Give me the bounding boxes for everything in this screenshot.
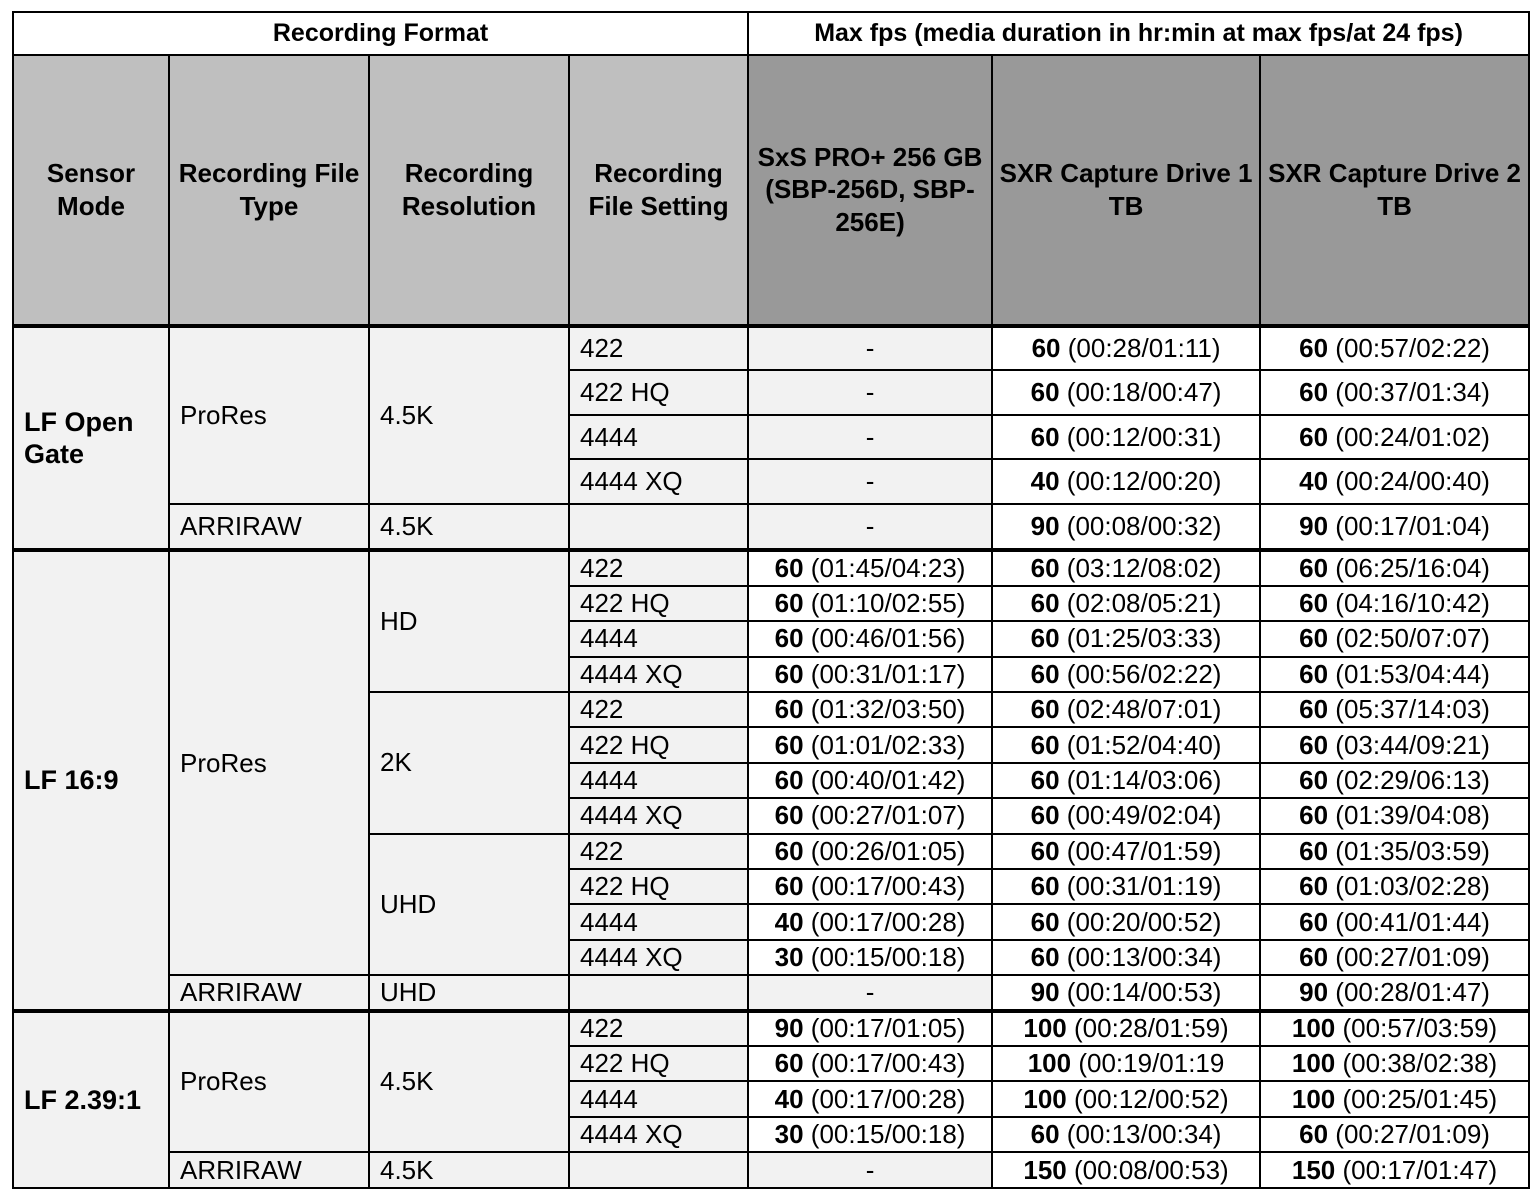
duration-value: (01:03/02:28): [1335, 871, 1490, 902]
duration-value: (01:01/02:33): [810, 729, 966, 760]
duration-value: (00:24/00:40): [1335, 466, 1490, 497]
fps-value: 60: [1299, 376, 1329, 407]
sxr-1tb-cell: [992, 415, 1260, 460]
fps-value: 60: [1030, 1119, 1060, 1150]
duration-value: (00:17/00:28): [810, 1083, 966, 1114]
duration-value: (00:17/01:05): [810, 1013, 966, 1044]
setting-cell: 4444: [569, 904, 748, 939]
resolution-cell: 4.5K: [369, 1152, 569, 1188]
setting-cell: [569, 1152, 748, 1188]
sxs-cell: -: [748, 415, 992, 460]
fps-value: 60: [774, 729, 804, 760]
file-type-header: Recording File Type: [169, 55, 369, 326]
fps-value: 100: [1291, 1083, 1336, 1114]
setting-cell: 4444 XQ: [569, 940, 748, 975]
duration-value: (00:24/01:02): [1335, 421, 1490, 452]
setting-cell: 422: [569, 550, 748, 585]
duration-value: (00:20/00:52): [1066, 906, 1222, 937]
setting-cell: 4444: [569, 415, 748, 460]
duration-value: (01:52/04:40): [1066, 729, 1222, 760]
sxs-cell: [748, 1117, 992, 1152]
sxr-2tb-cell: [1260, 657, 1529, 692]
setting-cell: 422 HQ: [569, 869, 748, 904]
sxr-1tb-cell: [992, 1081, 1260, 1116]
duration-value: (02:29/06:13): [1335, 764, 1490, 795]
resolution-cell: HD: [369, 550, 569, 692]
sxs-cell: -: [748, 504, 992, 551]
setting-cell: [569, 504, 748, 551]
sxr-1tb-cell: [992, 692, 1260, 727]
duration-value: (00:57/03:59): [1342, 1013, 1498, 1044]
setting-cell: 4444 XQ: [569, 657, 748, 692]
file-type-cell: ProRes: [169, 326, 369, 504]
setting-cell: 422 HQ: [569, 727, 748, 762]
sxr-2tb-cell: [1260, 975, 1529, 1010]
fps-value: 60: [1299, 553, 1329, 584]
sxs-cell: [748, 904, 992, 939]
fps-value: 60: [774, 871, 804, 902]
resolution-cell: UHD: [369, 975, 569, 1010]
sxr-1tb-cell: [992, 586, 1260, 621]
fps-value: 30: [774, 1119, 804, 1150]
setting-cell: 422 HQ: [569, 1046, 748, 1081]
fps-value: 150: [1023, 1154, 1067, 1185]
resolution-cell: 4.5K: [369, 504, 569, 551]
sxr-1tb-cell: [992, 940, 1260, 975]
duration-value: (00:56/02:22): [1066, 658, 1222, 689]
sxr-1tb-header: SXR Capture Drive 1 TB: [992, 55, 1260, 326]
fps-value: 60: [1030, 553, 1060, 584]
setting-cell: 422 HQ: [569, 586, 748, 621]
duration-value: (00:28/01:59): [1074, 1013, 1229, 1044]
sxr-2tb-cell: [1260, 370, 1529, 415]
fps-value: 60: [1030, 658, 1060, 689]
resolution-cell: 4.5K: [369, 1011, 569, 1153]
resolution-cell: 4.5K: [369, 326, 569, 504]
duration-value: (00:17/00:28): [810, 906, 966, 937]
table-row: [13, 550, 1529, 585]
sxr-2tb-cell: [1260, 550, 1529, 585]
sxs-cell: -: [748, 370, 992, 415]
sxs-cell: -: [748, 975, 992, 1010]
setting-cell: 4444: [569, 1081, 748, 1116]
max-fps-header: Max fps (media duration in hr:min at max fps/at 24 fps): [748, 12, 1529, 55]
sxr-1tb-cell: [992, 904, 1260, 939]
duration-value: (00:12/00:31): [1066, 421, 1222, 452]
fps-value: 60: [1299, 332, 1329, 363]
group-header-row: [13, 12, 1529, 55]
file-setting-header: Recording File Setting: [569, 55, 748, 326]
duration-value: (00:25/01:45): [1342, 1083, 1498, 1114]
duration-value: (00:12/00:52): [1074, 1083, 1229, 1114]
fps-value: 90: [1299, 511, 1329, 542]
fps-value: 60: [1030, 623, 1060, 654]
fps-value: 60: [774, 553, 804, 584]
resolution-cell: UHD: [369, 834, 569, 976]
fps-value: 90: [1299, 976, 1329, 1007]
setting-cell: 4444: [569, 621, 748, 656]
resolution-header: Recording Resolution: [369, 55, 569, 326]
fps-value: 60: [1030, 800, 1060, 831]
sxs-cell: [748, 692, 992, 727]
setting-cell: 422 HQ: [569, 370, 748, 415]
setting-cell: 4444 XQ: [569, 1117, 748, 1152]
fps-value: 150: [1291, 1154, 1336, 1185]
fps-value: 60: [1299, 1119, 1329, 1150]
sxs-cell: [748, 586, 992, 621]
fps-value: 100: [1027, 1048, 1072, 1079]
fps-value: 60: [1299, 694, 1329, 725]
duration-value: (00:17/00:43): [810, 1048, 966, 1079]
sxr-1tb-cell: [992, 621, 1260, 656]
fps-value: 30: [774, 942, 804, 972]
fps-value: 60: [1299, 871, 1329, 902]
fps-value: 90: [1030, 976, 1060, 1007]
fps-value: 60: [1299, 658, 1329, 689]
fps-value: 40: [774, 906, 804, 937]
fps-value: 60: [1299, 942, 1329, 972]
duration-value: (02:50/07:07): [1335, 623, 1490, 654]
column-header-row: [13, 55, 1529, 326]
recording-format-header: Recording Format: [13, 12, 748, 55]
duration-value: (02:08/05:21): [1066, 587, 1222, 618]
duration-value: (00:13/00:34): [1066, 942, 1222, 972]
sxr-2tb-cell: [1260, 869, 1529, 904]
file-type-cell: ARRIRAW: [169, 504, 369, 551]
sxr-2tb-cell: [1260, 834, 1529, 869]
duration-value: (02:48/07:01): [1066, 694, 1222, 725]
sxs-cell: [748, 763, 992, 798]
fps-value: 60: [1299, 764, 1329, 795]
sxr-1tb-cell: [992, 975, 1260, 1010]
duration-value: (04:16/10:42): [1335, 587, 1490, 618]
sxr-1tb-cell: [992, 1011, 1260, 1046]
fps-value: 60: [1030, 871, 1060, 902]
table-row: [13, 504, 1529, 551]
duration-value: (00:31/01:17): [810, 658, 966, 689]
duration-value: (00:08/00:32): [1066, 511, 1222, 542]
setting-cell: 422: [569, 692, 748, 727]
fps-value: 60: [1299, 421, 1329, 452]
setting-cell: [569, 975, 748, 1010]
sxr-2tb-cell: [1260, 798, 1529, 833]
duration-value: (00:28/01:11): [1067, 332, 1221, 363]
fps-value: 100: [1291, 1013, 1336, 1044]
duration-value: (00:38/02:38): [1342, 1048, 1498, 1079]
sxr-1tb-cell: [992, 1046, 1260, 1081]
fps-value: 60: [1030, 421, 1060, 452]
sxs-cell: [748, 834, 992, 869]
duration-value: (01:14/03:06): [1066, 764, 1222, 795]
fps-value: 40: [1299, 466, 1329, 497]
sxr-2tb-cell: [1260, 692, 1529, 727]
fps-value: 60: [774, 658, 804, 689]
sxr-2tb-cell: [1260, 940, 1529, 975]
sxr-1tb-cell: [992, 727, 1260, 762]
duration-value: (00:28/01:47): [1335, 976, 1490, 1007]
sxr-1tb-cell: [992, 504, 1260, 551]
sxr-1tb-cell: [992, 834, 1260, 869]
sxs-cell: [748, 1046, 992, 1081]
sxs-cell: [748, 1011, 992, 1046]
sxr-2tb-cell: [1260, 1046, 1529, 1081]
sxr-2tb-cell: [1260, 1152, 1529, 1188]
sxr-2tb-cell: [1260, 415, 1529, 460]
sxr-1tb-cell: [992, 763, 1260, 798]
duration-value: (01:35/03:59): [1335, 835, 1490, 866]
sensor-mode-cell: LF Open Gate: [13, 326, 169, 551]
fps-value: 60: [774, 587, 804, 618]
setting-cell: 422: [569, 834, 748, 869]
table-row: [13, 975, 1529, 1010]
duration-value: (00:27/01:07): [810, 800, 966, 831]
fps-value: 60: [774, 835, 804, 866]
resolution-cell: 2K: [369, 692, 569, 834]
fps-value: 100: [1023, 1013, 1067, 1044]
recording-format-table: [12, 11, 1530, 1189]
duration-value: (01:10/02:55): [810, 587, 966, 618]
fps-value: 60: [1030, 906, 1060, 937]
sensor-mode-header: Sensor Mode: [13, 55, 169, 326]
file-type-cell: ProRes: [169, 1011, 369, 1153]
fps-value: 60: [1030, 764, 1060, 795]
fps-value: 60: [1299, 835, 1329, 866]
sxs-cell: [748, 550, 992, 585]
fps-value: 60: [1030, 694, 1060, 725]
sxr-1tb-cell: [992, 869, 1260, 904]
sxs-cell: [748, 727, 992, 762]
sxs-cell: [748, 869, 992, 904]
fps-value: 40: [1030, 466, 1060, 497]
setting-cell: 422: [569, 326, 748, 371]
fps-value: 90: [1030, 511, 1060, 542]
duration-value: (00:18/00:47): [1066, 376, 1222, 407]
fps-value: 60: [1299, 729, 1329, 760]
duration-value: (00:12/00:20): [1066, 466, 1222, 497]
sxr-2tb-cell: [1260, 1011, 1529, 1046]
fps-value: 60: [774, 694, 804, 725]
fps-value: 60: [1299, 587, 1329, 618]
sxr-2tb-cell: [1260, 504, 1529, 551]
sxr-2tb-cell: [1260, 621, 1529, 656]
duration-value: (01:25/03:33): [1066, 623, 1222, 654]
duration-value: (00:15/00:18): [810, 1119, 966, 1150]
duration-value: (01:39/04:08): [1335, 800, 1490, 831]
sxs-cell: -: [748, 326, 992, 371]
duration-value: (00:15/00:18): [810, 942, 966, 972]
sxr-1tb-cell: [992, 798, 1260, 833]
sxr-2tb-cell: [1260, 326, 1529, 371]
sxs-cell: [748, 798, 992, 833]
sxs-cell: -: [748, 459, 992, 504]
fps-value: 60: [1031, 332, 1061, 363]
sxs-cell: [748, 657, 992, 692]
duration-value: (00:26/01:05): [810, 835, 966, 866]
duration-value: (00:40/01:42): [810, 764, 966, 795]
fps-value: 60: [774, 800, 804, 831]
sxr-1tb-cell: [992, 1117, 1260, 1152]
setting-cell: 4444 XQ: [569, 459, 748, 504]
table-row: [13, 326, 1529, 371]
sxs-cell: [748, 1081, 992, 1116]
duration-value: (00:14/00:53): [1066, 976, 1222, 1007]
fps-value: 60: [1030, 942, 1060, 972]
fps-value: 60: [774, 764, 804, 795]
setting-cell: 422: [569, 1011, 748, 1046]
duration-value: (00:13/00:34): [1066, 1119, 1222, 1150]
fps-value: 60: [1030, 729, 1060, 760]
duration-value: (06:25/16:04): [1335, 553, 1490, 584]
fps-value: 40: [774, 1083, 804, 1114]
fps-value: 90: [774, 1013, 804, 1044]
fps-value: 60: [1030, 376, 1060, 407]
duration-value: (05:37/14:03): [1335, 694, 1490, 725]
sxr-2tb-cell: [1260, 1081, 1529, 1116]
file-type-cell: ARRIRAW: [169, 975, 369, 1010]
table-row: [13, 1011, 1529, 1046]
sensor-mode-cell: LF 16:9: [13, 550, 169, 1010]
table-row: [13, 1152, 1529, 1188]
fps-value: 60: [1030, 587, 1060, 618]
sxr-2tb-cell: [1260, 459, 1529, 504]
duration-value: (00:46/01:56): [810, 623, 966, 654]
duration-value: (00:41/01:44): [1335, 906, 1490, 937]
duration-value: (00:31/01:19): [1066, 871, 1222, 902]
fps-value: 60: [1299, 800, 1329, 831]
duration-value: (00:27/01:09): [1335, 942, 1490, 972]
duration-value: (00:57/02:22): [1335, 332, 1490, 363]
duration-value: (01:53/04:44): [1335, 658, 1490, 689]
sxr-1tb-cell: [992, 370, 1260, 415]
fps-value: 100: [1291, 1048, 1336, 1079]
sxr-2tb-cell: [1260, 904, 1529, 939]
setting-cell: 4444: [569, 763, 748, 798]
duration-value: (00:17/00:43): [810, 871, 966, 902]
sensor-mode-cell: LF 2.39:1: [13, 1011, 169, 1188]
sxr-2tb-cell: [1260, 763, 1529, 798]
sxr-2tb-cell: [1260, 727, 1529, 762]
fps-value: 60: [1030, 835, 1060, 866]
sxs-cell: [748, 621, 992, 656]
sxr-1tb-cell: [992, 326, 1260, 371]
sxr-1tb-cell: [992, 459, 1260, 504]
sxr-2tb-cell: [1260, 586, 1529, 621]
duration-value: (00:49/02:04): [1066, 800, 1222, 831]
fps-value: 100: [1023, 1083, 1067, 1114]
duration-value: (00:17/01:04): [1335, 511, 1490, 542]
duration-value: (00:37/01:34): [1335, 376, 1490, 407]
sxs-header: SxS PRO+ 256 GB (SBP-256D, SBP-256E): [748, 55, 992, 326]
fps-value: 60: [774, 623, 804, 654]
fps-value: 60: [774, 1048, 804, 1079]
fps-value: 60: [1299, 623, 1329, 654]
sxr-1tb-cell: [992, 1152, 1260, 1188]
sxr-2tb-header: SXR Capture Drive 2 TB: [1260, 55, 1529, 326]
file-type-cell: ARRIRAW: [169, 1152, 369, 1188]
duration-value: (00:17/01:47): [1342, 1154, 1498, 1185]
duration-value: (00:27/01:09): [1335, 1119, 1490, 1150]
sxr-1tb-cell: [992, 657, 1260, 692]
duration-value: (01:32/03:50): [810, 694, 966, 725]
sxr-1tb-cell: [992, 550, 1260, 585]
file-type-cell: ProRes: [169, 550, 369, 975]
sxs-cell: -: [748, 1152, 992, 1188]
duration-value: (00:08/00:53): [1074, 1154, 1229, 1185]
fps-value: 60: [1299, 906, 1329, 937]
setting-cell: 4444 XQ: [569, 798, 748, 833]
duration-value: (03:44/09:21): [1335, 729, 1490, 760]
duration-value: (03:12/08:02): [1066, 553, 1222, 584]
duration-value: (00:19/01:19: [1078, 1048, 1225, 1079]
duration-value: (00:47/01:59): [1066, 835, 1222, 866]
sxs-cell: [748, 940, 992, 975]
sxr-2tb-cell: [1260, 1117, 1529, 1152]
duration-value: (01:45/04:23): [810, 553, 966, 584]
